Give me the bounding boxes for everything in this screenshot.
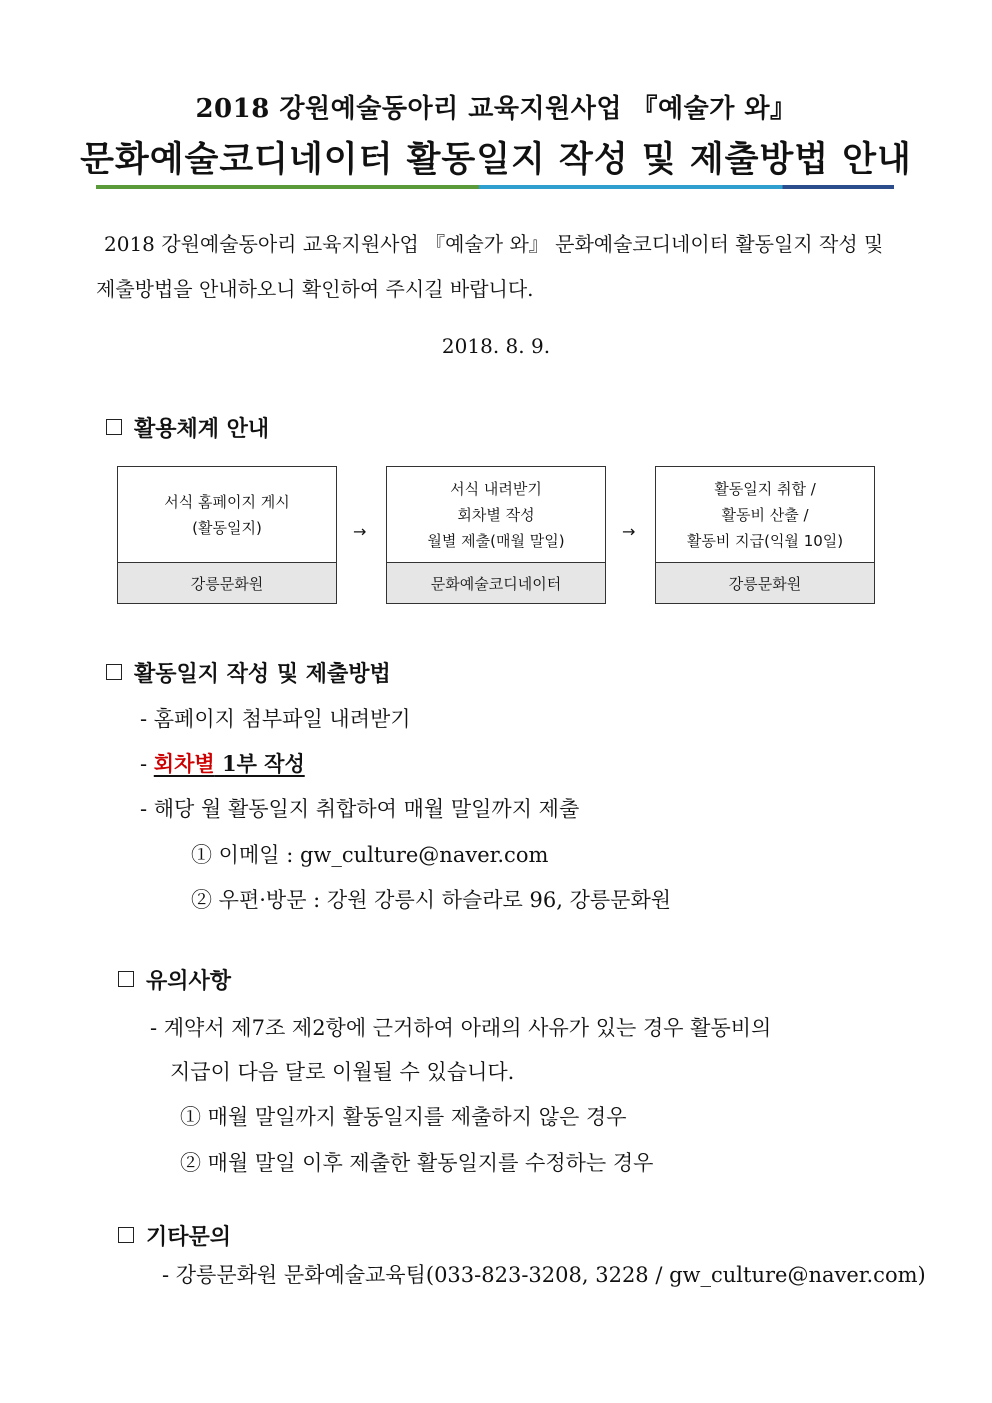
document-subtitle: 2018 강원예술동아리 교육지원사업 『예술가 와』 [195,94,797,124]
section-heading-notes [118,964,231,995]
flow-step-line: 월별 제출(매월 말일) [427,532,565,550]
flow-step-actor: 강릉문화원 [656,562,874,603]
notes-case: ② 매월 말일 이후 제출한 활동일지를 수정하는 경우 [180,1151,654,1175]
checkbox-square-icon [118,1227,134,1243]
section-heading-text: 활동일지 작성 및 제출방법 [134,661,391,687]
flow-step-line: 서식 내려받기 [450,480,542,498]
flow-step-2 [386,466,606,604]
checkbox-square-icon [106,419,122,435]
section-heading-text: 활용체계 안내 [134,416,270,442]
sub-item-mail: ② 우편·방문 : 강원 강릉시 하슬라로 96, 강릉문화원 [191,888,672,912]
flow-step-line: 활동비 산출 / [721,506,809,524]
list-item-text: 1부 작성 [214,751,305,776]
emphasis-text: 회차별 [153,751,215,776]
flow-step-line: (활동일지) [192,519,262,537]
flow-step-line: 회차별 작성 [457,506,535,524]
sub-item-email: ① 이메일 : gw_culture@naver.com [191,843,549,867]
flow-step-content [387,467,605,563]
title-divider [96,185,894,189]
flow-step-1 [117,466,337,604]
flow-step-content [656,467,874,563]
section-heading-system [106,412,269,443]
list-item: - 홈페이지 첨부파일 내려받기 [140,707,411,731]
intro-paragraph: 2018 강원예술동아리 교육지원사업 『예술가 와』 문화예술코디네이터 활동일지 작성 및 제출방법을 안내하오니 확인하여 주시길 바랍니다. [96,232,884,301]
flow-step-content [118,467,336,563]
flow-step-3 [655,466,875,604]
contact-line: - 강릉문화원 문화예술교육팀(033-823-3208, 3228 / gw_culture@naver.com) [162,1263,926,1287]
checkbox-square-icon [106,664,122,680]
section-heading-text: 유의사항 [146,968,232,994]
list-dash: - [140,752,154,776]
section-heading-contact [118,1220,231,1251]
list-item [140,748,305,778]
flow-step-line: 활동비 지급(익월 10일) [686,532,844,550]
document-title: 문화예술코디네이터 활동일지 작성 및 제출방법 안내 [80,139,912,180]
notes-case: ① 매월 말일까지 활동일지를 제출하지 않은 경우 [180,1105,627,1129]
notes-line: 지급이 다음 달로 이월될 수 있습니다. [170,1060,515,1084]
list-item: - 해당 월 활동일지 취합하여 매월 말일까지 제출 [140,797,580,821]
flow-step-actor: 문화예술코디네이터 [387,562,605,603]
section-heading-text: 기타문의 [146,1224,232,1250]
section-heading-submission [106,657,391,688]
flow-step-line: 활동일지 취합 / [714,480,816,498]
checkbox-square-icon [118,971,134,987]
document-date: 2018. 8. 9. [441,334,551,358]
arrow-right-icon: → [353,522,367,541]
flow-step-actor: 강릉문화원 [118,562,336,603]
notes-line: - 계약서 제7조 제2항에 근거하여 아래의 사유가 있는 경우 활동비의 [150,1016,772,1040]
arrow-right-icon: → [622,522,636,541]
flow-step-line: 서식 홈페이지 게시 [164,493,290,511]
